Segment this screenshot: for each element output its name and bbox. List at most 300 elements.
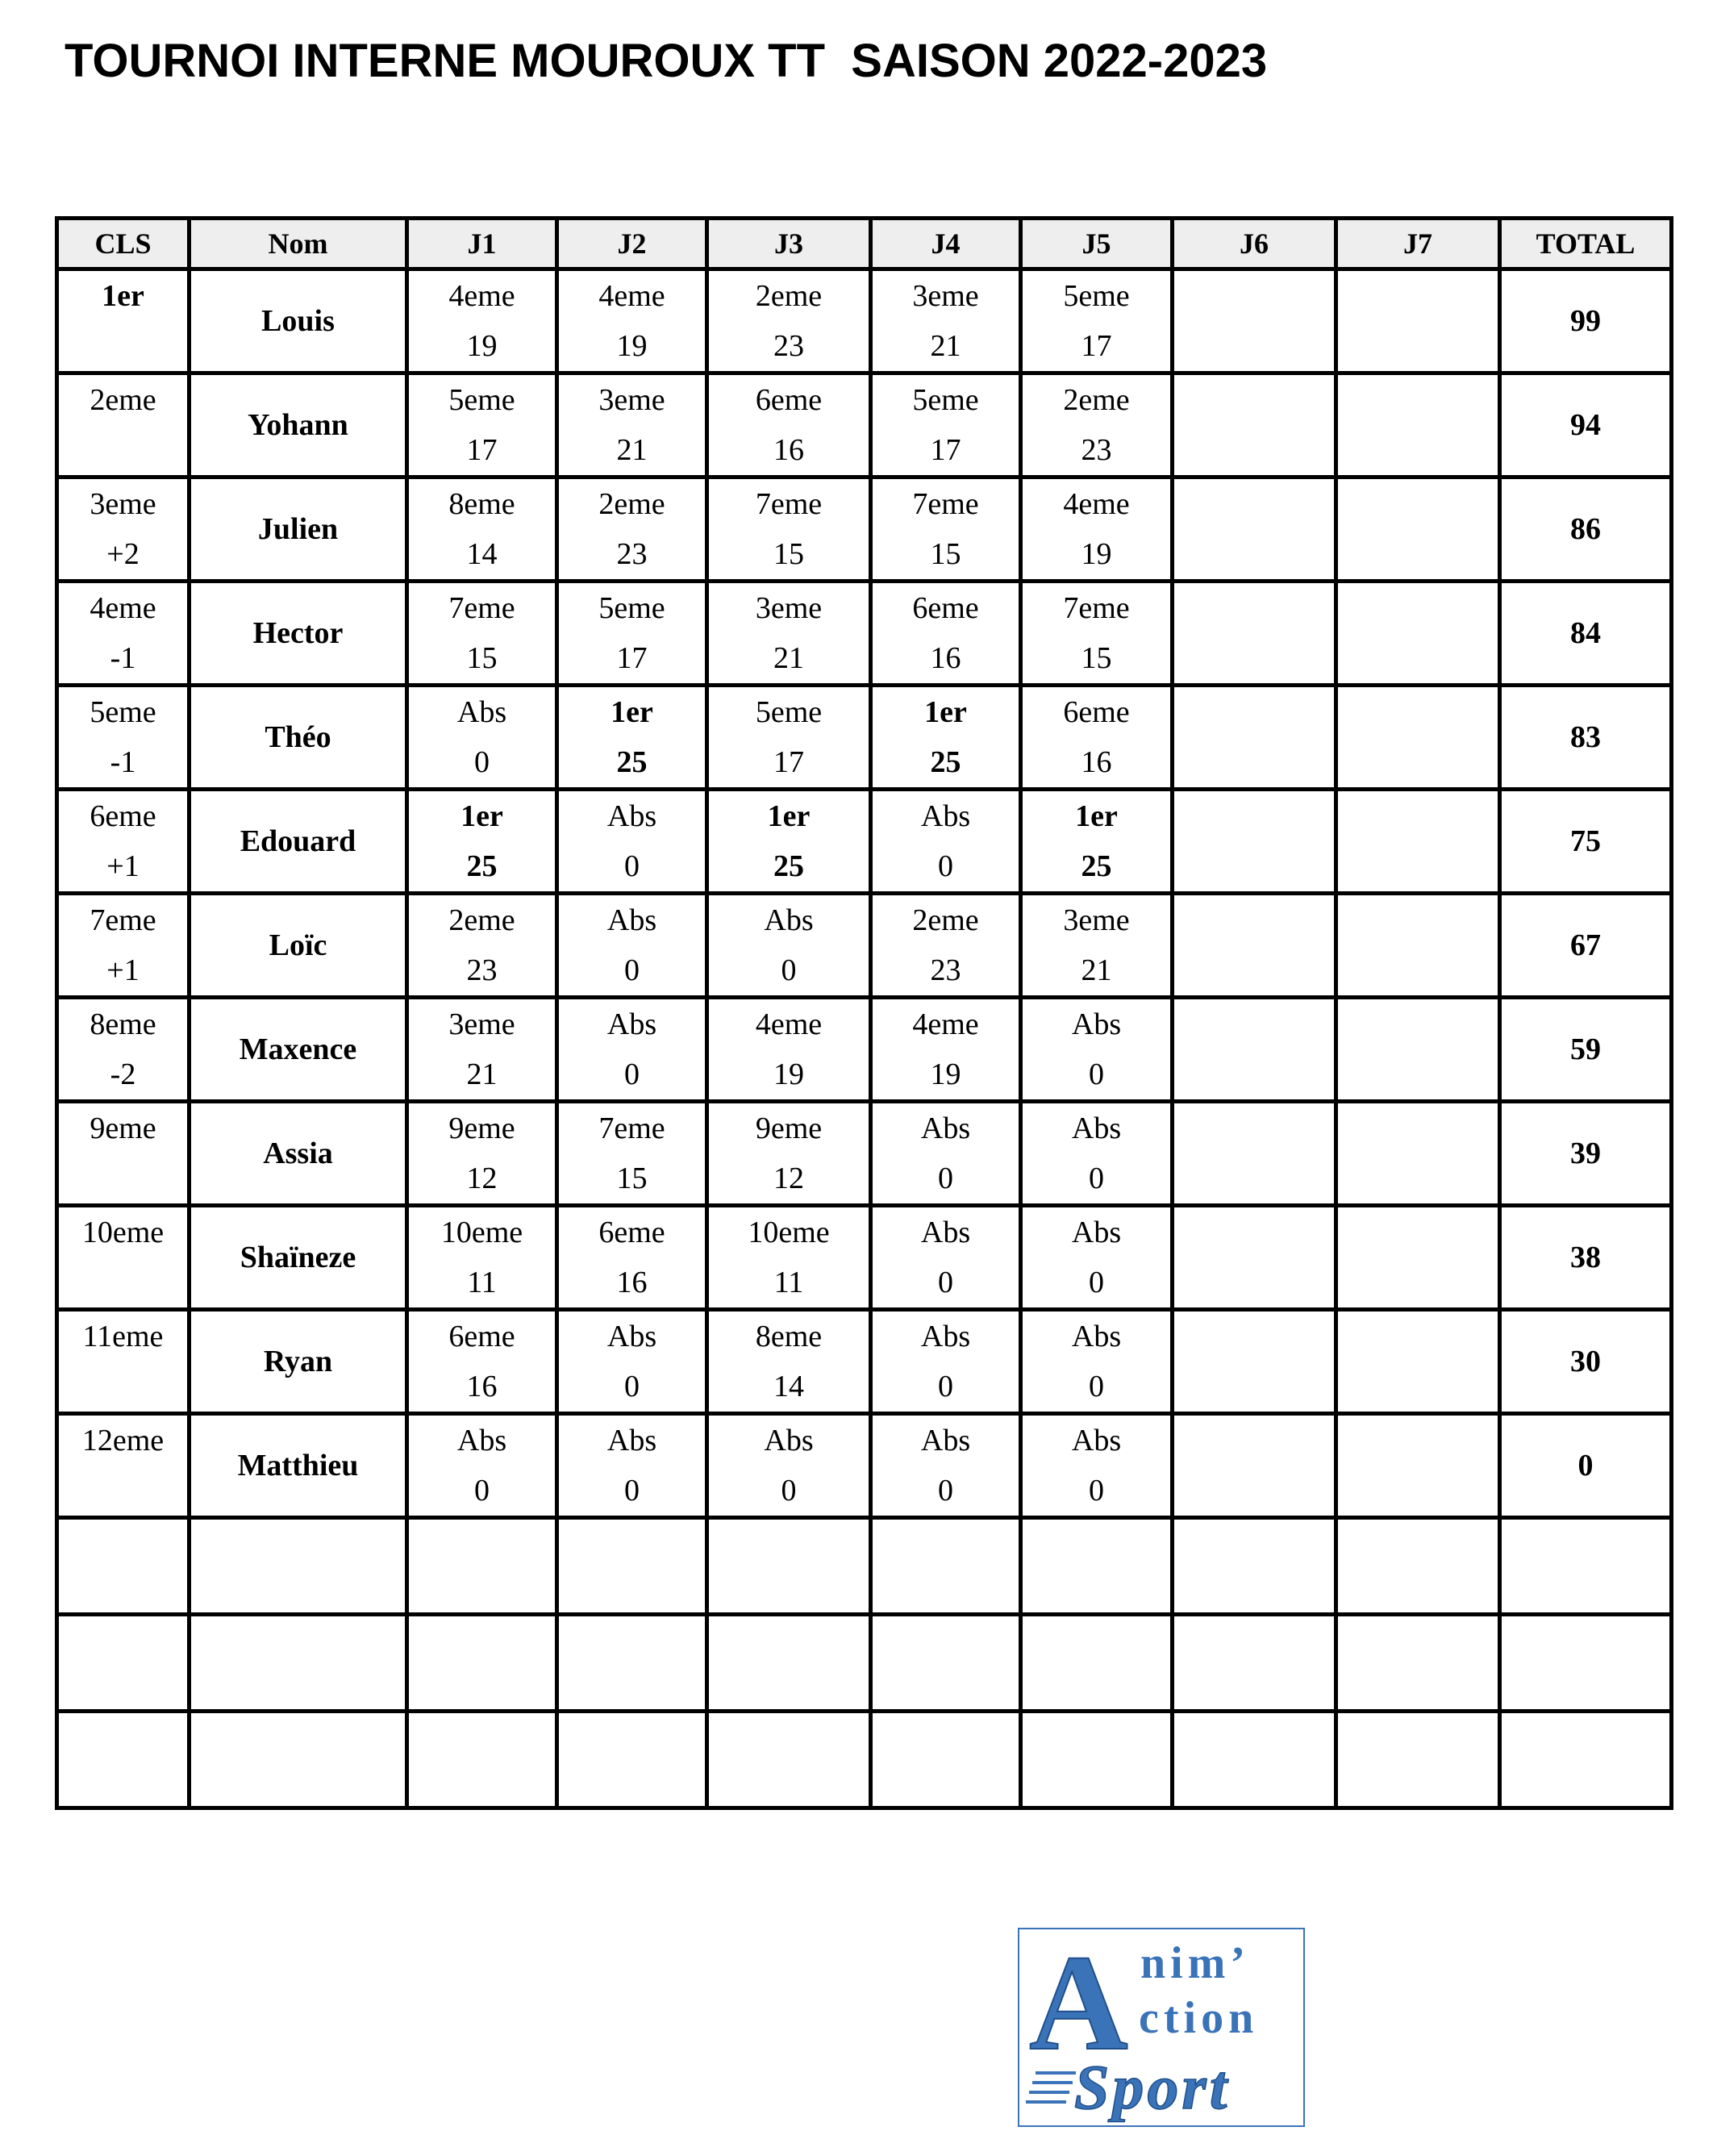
round-points: 0: [624, 1474, 640, 1508]
round-points: 21: [773, 641, 804, 675]
round-points: 16: [1081, 745, 1112, 779]
round-placing: 9eme: [448, 1111, 515, 1145]
round-placing: Abs: [1071, 1216, 1122, 1249]
round-1-cell: [407, 582, 557, 686]
round-4-cell: [871, 894, 1021, 998]
round-points: 25: [616, 745, 648, 779]
rank-cell: [57, 998, 190, 1102]
round-1-cell: [407, 373, 557, 477]
round-5-cell: [1021, 894, 1173, 998]
header-row: [57, 219, 1672, 269]
header-nom: Nom: [190, 219, 407, 269]
player-name: Ryan: [190, 1310, 407, 1414]
round-3-cell: [707, 269, 871, 373]
rank-cell: [57, 1102, 190, 1206]
empty-cell: [1500, 1712, 1672, 1808]
rank-change: -2: [110, 1057, 136, 1091]
round-5-cell: [1021, 1414, 1173, 1518]
round-7-cell: [1336, 269, 1500, 373]
round-2-cell: [557, 373, 707, 477]
rank-label: 2eme: [90, 383, 156, 417]
empty-cell: [1336, 1712, 1500, 1808]
round-placing: 6eme: [912, 591, 979, 625]
round-points: 0: [1089, 1370, 1104, 1403]
round-1-cell: [407, 1102, 557, 1206]
round-points: 0: [624, 1057, 640, 1091]
round-7-cell: [1336, 1414, 1500, 1518]
round-placing: Abs: [606, 1424, 657, 1457]
round-6-cell: [1173, 686, 1336, 790]
empty-row: [57, 1615, 1672, 1712]
round-placing: Abs: [456, 695, 507, 729]
round-2-cell: [557, 1102, 707, 1206]
empty-cell: [1500, 1615, 1672, 1712]
total-points: 94: [1500, 373, 1672, 477]
round-points: 19: [930, 1057, 961, 1091]
round-placing: Abs: [606, 799, 657, 833]
round-points: 17: [930, 433, 961, 467]
round-1-cell: [407, 1414, 557, 1518]
round-7-cell: [1336, 1310, 1500, 1414]
round-2-cell: [557, 686, 707, 790]
header-j3: J3: [707, 219, 871, 269]
logo-word-nim: nim’: [1140, 1938, 1250, 1988]
round-5-cell: [1021, 1310, 1173, 1414]
empty-cell: [1021, 1518, 1173, 1615]
round-points: 15: [930, 537, 961, 571]
rank-cell: [57, 269, 190, 373]
round-placing: 7eme: [598, 1111, 665, 1145]
round-points: 23: [616, 537, 648, 571]
round-4-cell: [871, 477, 1021, 582]
player-name: Shaïneze: [190, 1206, 407, 1310]
round-points: 0: [938, 1370, 953, 1403]
round-3-cell: [707, 1310, 871, 1414]
rank-cell: [57, 1206, 190, 1310]
round-points: 17: [773, 745, 804, 779]
rank-label: 8eme: [90, 1007, 156, 1041]
player-name: Théo: [190, 686, 407, 790]
round-2-cell: [557, 894, 707, 998]
round-points: 0: [1089, 1161, 1104, 1195]
round-points: 0: [624, 953, 640, 987]
round-7-cell: [1336, 790, 1500, 894]
round-placing: 10eme: [440, 1216, 523, 1249]
table-row: [57, 582, 1672, 686]
round-4-cell: [871, 1310, 1021, 1414]
round-points: 19: [466, 329, 498, 363]
round-7-cell: [1336, 894, 1500, 998]
round-placing: 10eme: [748, 1216, 830, 1249]
round-points: 23: [930, 953, 961, 987]
round-5-cell: [1021, 1102, 1173, 1206]
round-placing: 1er: [1075, 799, 1118, 833]
rank-label: 4eme: [90, 591, 156, 625]
round-points: 16: [466, 1370, 498, 1403]
empty-cell: [57, 1712, 190, 1808]
round-placing: Abs: [920, 1216, 971, 1249]
round-3-cell: [707, 373, 871, 477]
total-points: 38: [1500, 1206, 1672, 1310]
round-placing: 8eme: [755, 1320, 823, 1353]
round-points: 25: [1081, 849, 1112, 883]
round-1-cell: [407, 269, 557, 373]
round-6-cell: [1173, 1102, 1336, 1206]
round-6-cell: [1173, 1414, 1336, 1518]
round-points: 21: [466, 1057, 498, 1091]
round-3-cell: [707, 582, 871, 686]
header-j6: J6: [1173, 219, 1336, 269]
round-points: 15: [773, 537, 804, 571]
empty-cell: [707, 1615, 871, 1712]
total-points: 67: [1500, 894, 1672, 998]
round-points: 0: [474, 745, 490, 779]
round-placing: 7eme: [448, 591, 515, 625]
rank-cell: [57, 582, 190, 686]
empty-cell: [1021, 1712, 1173, 1808]
empty-cell: [57, 1615, 190, 1712]
rank-cell: [57, 894, 190, 998]
round-placing: 6eme: [755, 383, 823, 417]
round-points: 17: [1081, 329, 1112, 363]
round-points: 25: [773, 849, 804, 883]
player-name: Yohann: [190, 373, 407, 477]
round-points: 21: [1081, 953, 1112, 987]
round-1-cell: [407, 894, 557, 998]
round-1-cell: [407, 686, 557, 790]
header-j1: J1: [407, 219, 557, 269]
round-placing: 3eme: [448, 1007, 515, 1041]
rank-label: 6eme: [90, 799, 156, 833]
round-points: 0: [938, 1474, 953, 1508]
empty-cell: [707, 1712, 871, 1808]
round-1-cell: [407, 1310, 557, 1414]
total-points: 39: [1500, 1102, 1672, 1206]
empty-cell: [407, 1712, 557, 1808]
round-points: 11: [773, 1266, 804, 1299]
rank-label: 12eme: [81, 1424, 165, 1457]
round-placing: 6eme: [448, 1320, 515, 1353]
round-placing: 5eme: [1063, 279, 1130, 313]
round-3-cell: [707, 790, 871, 894]
player-name: Matthieu: [190, 1414, 407, 1518]
empty-row: [57, 1712, 1672, 1808]
empty-cell: [57, 1518, 190, 1615]
round-3-cell: [707, 998, 871, 1102]
round-4-cell: [871, 1102, 1021, 1206]
rank-label: 7eme: [90, 903, 156, 937]
round-3-cell: [707, 1414, 871, 1518]
round-points: 16: [930, 641, 961, 675]
round-points: 14: [466, 537, 498, 571]
round-3-cell: [707, 1102, 871, 1206]
round-6-cell: [1173, 790, 1336, 894]
round-points: 23: [773, 329, 804, 363]
table-row: [57, 894, 1672, 998]
logo-word-action: ction: [1139, 1993, 1259, 2043]
round-1-cell: [407, 1206, 557, 1310]
total-points: 99: [1500, 269, 1672, 373]
round-points: 16: [773, 433, 804, 467]
total-points: 84: [1500, 582, 1672, 686]
round-points: 21: [930, 329, 961, 363]
round-points: 19: [1081, 537, 1112, 571]
round-7-cell: [1336, 373, 1500, 477]
round-6-cell: [1173, 1206, 1336, 1310]
table-row: [57, 686, 1672, 790]
rank-cell: [57, 373, 190, 477]
round-points: 17: [466, 433, 498, 467]
round-points: 25: [466, 849, 498, 883]
round-placing: 2eme: [755, 279, 823, 313]
empty-cell: [190, 1518, 407, 1615]
round-placing: 3eme: [598, 383, 665, 417]
round-5-cell: [1021, 477, 1173, 582]
empty-cell: [190, 1615, 407, 1712]
round-2-cell: [557, 1414, 707, 1518]
round-placing: 1er: [767, 799, 811, 833]
logo-big-letter: A: [1029, 1929, 1128, 2079]
total-points: 86: [1500, 477, 1672, 582]
round-placing: 1er: [611, 695, 653, 729]
logo-graphic: [1019, 1929, 1303, 2125]
round-7-cell: [1336, 477, 1500, 582]
round-placing: 3eme: [912, 279, 979, 313]
empty-row: [57, 1518, 1672, 1615]
round-5-cell: [1021, 790, 1173, 894]
round-7-cell: [1336, 998, 1500, 1102]
round-placing: 1er: [924, 695, 967, 729]
rank-cell: [57, 790, 190, 894]
round-points: 0: [781, 953, 797, 987]
round-7-cell: [1336, 582, 1500, 686]
header-j5: J5: [1021, 219, 1173, 269]
round-3-cell: [707, 477, 871, 582]
round-points: 12: [773, 1161, 804, 1195]
round-6-cell: [1173, 373, 1336, 477]
empty-cell: [557, 1712, 707, 1808]
player-name: Maxence: [190, 998, 407, 1102]
header-j2: J2: [557, 219, 707, 269]
round-points: 15: [466, 641, 498, 675]
round-6-cell: [1173, 998, 1336, 1102]
round-placing: Abs: [920, 799, 971, 833]
empty-cell: [407, 1615, 557, 1712]
round-placing: Abs: [1071, 1424, 1122, 1457]
table-row: [57, 998, 1672, 1102]
round-points: 0: [1089, 1266, 1104, 1299]
round-4-cell: [871, 686, 1021, 790]
round-placing: 5eme: [448, 383, 515, 417]
table-row: [57, 1102, 1672, 1206]
empty-cell: [871, 1615, 1021, 1712]
round-placing: Abs: [456, 1424, 507, 1457]
round-points: 15: [616, 1161, 648, 1195]
round-2-cell: [557, 790, 707, 894]
round-5-cell: [1021, 582, 1173, 686]
round-points: 15: [1081, 641, 1112, 675]
total-points: 0: [1500, 1414, 1672, 1518]
round-5-cell: [1021, 373, 1173, 477]
round-points: 0: [624, 1370, 640, 1403]
round-points: 0: [938, 1266, 953, 1299]
empty-cell: [407, 1518, 557, 1615]
round-placing: 9eme: [755, 1111, 823, 1145]
empty-cell: [871, 1518, 1021, 1615]
round-6-cell: [1173, 582, 1336, 686]
total-points: 30: [1500, 1310, 1672, 1414]
round-placing: 3eme: [755, 591, 823, 625]
rank-cell: [57, 477, 190, 582]
round-placing: 4eme: [448, 279, 515, 313]
round-placing: Abs: [764, 1424, 814, 1457]
empty-cell: [557, 1518, 707, 1615]
round-7-cell: [1336, 1102, 1500, 1206]
empty-cell: [557, 1615, 707, 1712]
round-6-cell: [1173, 269, 1336, 373]
player-name: Loïc: [190, 894, 407, 998]
rank-change: +1: [106, 849, 140, 883]
empty-cell: [707, 1518, 871, 1615]
round-placing: Abs: [1071, 1320, 1122, 1353]
round-placing: Abs: [920, 1320, 971, 1353]
rank-label: 5eme: [90, 695, 156, 729]
round-points: 19: [616, 329, 648, 363]
round-placing: Abs: [920, 1424, 971, 1457]
rank-cell: [57, 686, 190, 790]
round-placing: Abs: [606, 903, 657, 937]
player-name: Julien: [190, 477, 407, 582]
round-placing: 8eme: [448, 487, 515, 521]
round-points: 19: [773, 1057, 804, 1091]
round-points: 16: [616, 1266, 648, 1299]
rank-change: +1: [106, 953, 140, 987]
round-points: 23: [466, 953, 498, 987]
round-placing: 7eme: [1063, 591, 1130, 625]
rank-cell: [57, 1414, 190, 1518]
empty-cell: [1173, 1518, 1336, 1615]
rank-label: 10eme: [81, 1216, 165, 1249]
page-title: TOURNOI INTERNE MOUROUX TT SAISON 2022-2023: [65, 35, 1268, 87]
round-1-cell: [407, 998, 557, 1102]
round-3-cell: [707, 894, 871, 998]
round-points: 0: [624, 849, 640, 883]
round-placing: Abs: [764, 903, 814, 937]
round-points: 0: [1089, 1057, 1104, 1091]
round-points: 12: [466, 1161, 498, 1195]
total-points: 59: [1500, 998, 1672, 1102]
round-placing: 5eme: [598, 591, 665, 625]
round-4-cell: [871, 582, 1021, 686]
round-placing: 3eme: [1063, 903, 1130, 937]
header-j4: J4: [871, 219, 1021, 269]
table-row: [57, 477, 1672, 582]
total-points: 83: [1500, 686, 1672, 790]
round-placing: 2eme: [448, 903, 515, 937]
round-7-cell: [1336, 1206, 1500, 1310]
empty-cell: [1173, 1615, 1336, 1712]
round-placing: 6eme: [598, 1216, 665, 1249]
round-points: 11: [467, 1266, 497, 1299]
ranking-table: [55, 216, 1673, 1810]
round-4-cell: [871, 1414, 1021, 1518]
rank-cell: [57, 1310, 190, 1414]
round-1-cell: [407, 477, 557, 582]
round-2-cell: [557, 1206, 707, 1310]
anim-action-sport-logo: [1018, 1928, 1305, 2127]
round-placing: Abs: [1071, 1111, 1122, 1145]
round-points: 0: [938, 1161, 953, 1195]
empty-cell: [1336, 1518, 1500, 1615]
round-placing: Abs: [606, 1320, 657, 1353]
table-row: [57, 1414, 1672, 1518]
round-6-cell: [1173, 1310, 1336, 1414]
header-j7: J7: [1336, 219, 1500, 269]
round-points: 0: [938, 849, 953, 883]
round-3-cell: [707, 686, 871, 790]
round-points: 21: [616, 433, 648, 467]
round-points: 23: [1081, 433, 1112, 467]
round-4-cell: [871, 790, 1021, 894]
header-total: TOTAL: [1500, 219, 1672, 269]
round-2-cell: [557, 1310, 707, 1414]
table-row: [57, 269, 1672, 373]
round-placing: 4eme: [1063, 487, 1130, 521]
round-points: 17: [616, 641, 648, 675]
round-points: 14: [773, 1370, 804, 1403]
round-placing: Abs: [606, 1007, 657, 1041]
empty-cell: [190, 1712, 407, 1808]
empty-cell: [1173, 1712, 1336, 1808]
round-2-cell: [557, 477, 707, 582]
round-placing: 2eme: [1063, 383, 1130, 417]
round-2-cell: [557, 582, 707, 686]
round-4-cell: [871, 998, 1021, 1102]
empty-cell: [1336, 1615, 1500, 1712]
rank-change: -1: [110, 641, 136, 675]
round-5-cell: [1021, 269, 1173, 373]
round-placing: 2eme: [598, 487, 665, 521]
round-placing: 4eme: [755, 1007, 823, 1041]
round-6-cell: [1173, 477, 1336, 582]
round-6-cell: [1173, 894, 1336, 998]
header-cls: CLS: [57, 219, 190, 269]
round-placing: 1er: [461, 799, 503, 833]
player-name: Hector: [190, 582, 407, 686]
round-placing: 2eme: [912, 903, 979, 937]
round-2-cell: [557, 998, 707, 1102]
round-5-cell: [1021, 1206, 1173, 1310]
table-body: [57, 269, 1672, 1808]
round-placing: Abs: [920, 1111, 971, 1145]
round-5-cell: [1021, 998, 1173, 1102]
round-4-cell: [871, 373, 1021, 477]
round-4-cell: [871, 269, 1021, 373]
round-2-cell: [557, 269, 707, 373]
round-points: 0: [781, 1474, 797, 1508]
rank-change: -1: [110, 745, 136, 779]
rank-change: +2: [106, 537, 140, 571]
rank-label: 3eme: [90, 487, 156, 521]
empty-cell: [1500, 1518, 1672, 1615]
round-7-cell: [1336, 686, 1500, 790]
rank-label: 9eme: [90, 1111, 156, 1145]
rank-label: 11eme: [82, 1320, 164, 1353]
empty-cell: [1021, 1615, 1173, 1712]
round-placing: 4eme: [912, 1007, 979, 1041]
round-points: 0: [1089, 1474, 1104, 1508]
round-points: 0: [474, 1474, 490, 1508]
